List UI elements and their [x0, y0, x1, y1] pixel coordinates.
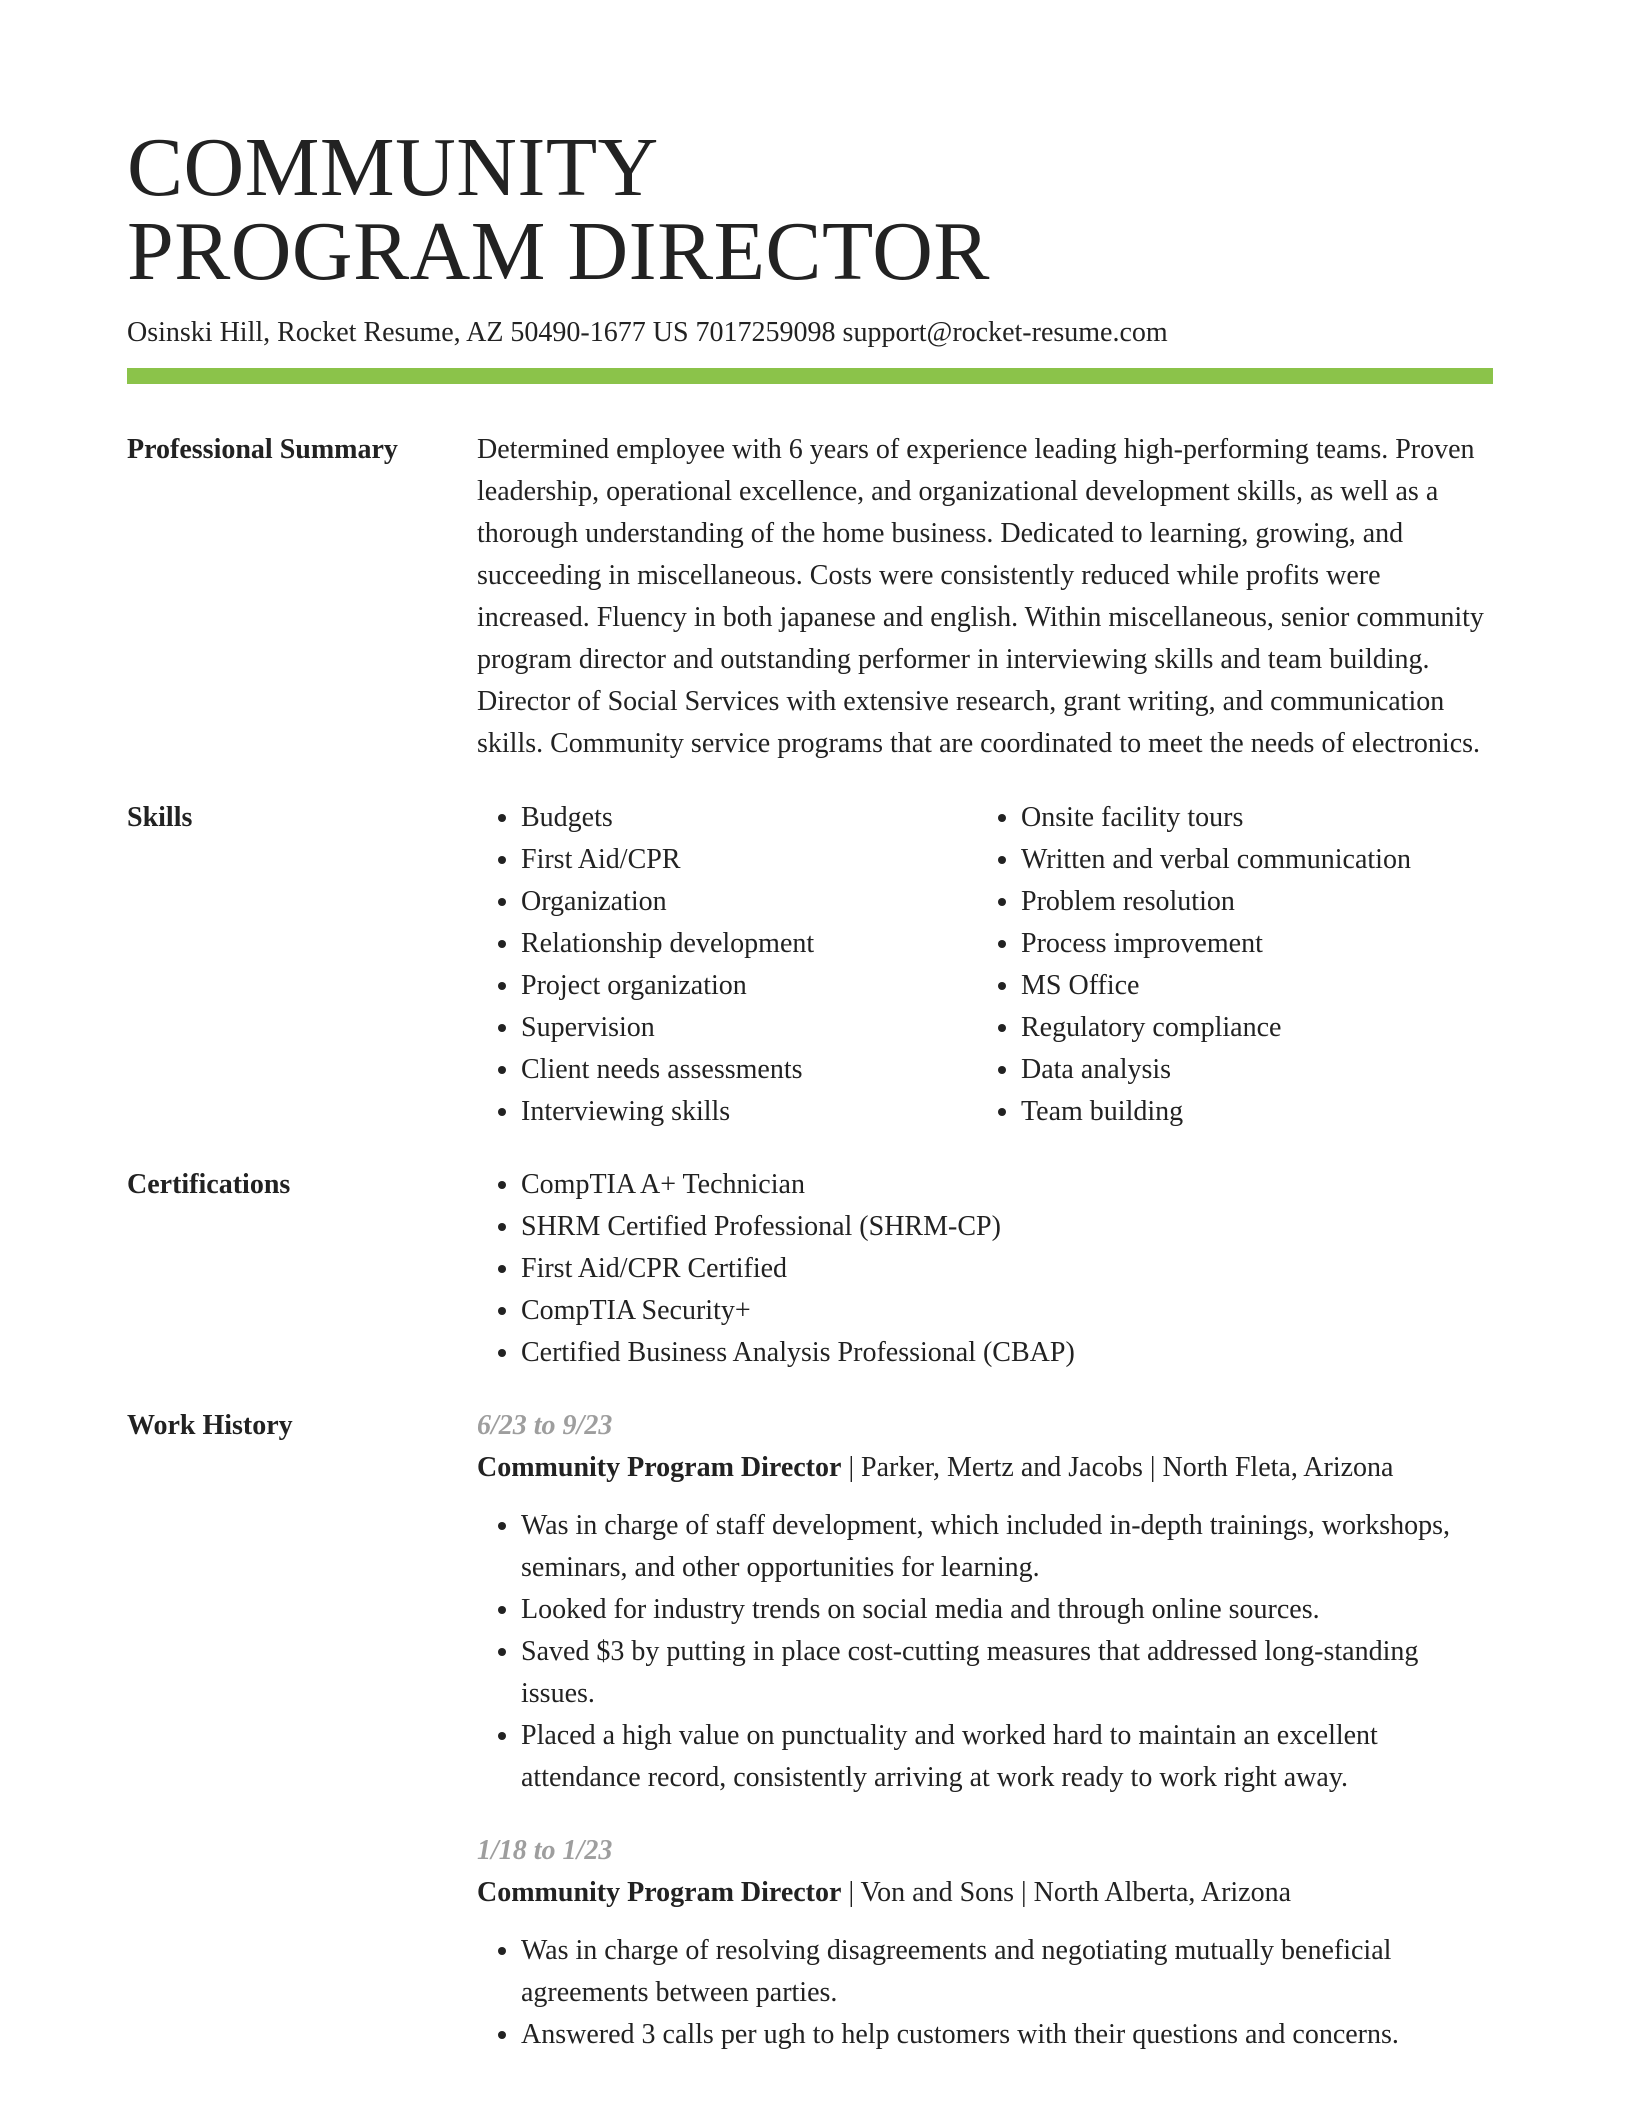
job-bullet: • Answered 3 calls per ugh to help customers with their questions and concerns. — [521, 2014, 1493, 2056]
skills-section — [127, 797, 1493, 1133]
skill-item: • Problem resolution — [1021, 881, 1521, 923]
summary-label: Professional Summary — [127, 434, 398, 465]
skill-item: • Written and verbal communication — [1021, 839, 1521, 881]
skill-item: • MS Office — [1021, 965, 1521, 1007]
job-bullet: • Looked for industry trends on social media and through online sources. — [521, 1589, 1493, 1631]
job-bullets — [477, 1930, 1493, 2056]
job-details: | Von and Sons | North Alberta, Arizona — [841, 1877, 1292, 1908]
skill-item: • Project organization — [521, 965, 977, 1007]
certification-item: • SHRM Certified Professional (SHRM-CP) — [521, 1206, 1493, 1248]
job-details: | Parker, Mertz and Jacobs | North Fleta, Arizona — [841, 1452, 1394, 1483]
skill-item: • Client needs assessments — [521, 1049, 977, 1091]
job-title: Community Program Director — [477, 1452, 842, 1483]
summary-text: Determined employee with 6 years of experience leading high-performing teams. Proven leadership, operational excellence, and organizational development skills, as well as a thorough understanding of the home business. Dedicated to learning, growing, and succeeding in miscellaneous. Costs were consistently reduced while profits were increased. Fluency in both japanese and english. Within miscellaneous, senior community program director and outstanding performer in interviewing skills and team building. Director of Social Services with extensive research, grant writing, and communication skills. Community service programs that are coordinated to meet the needs of electronics. — [477, 434, 1484, 759]
work-history-section — [127, 1405, 1493, 2056]
skills-list-right — [977, 797, 1521, 1133]
accent-divider — [127, 368, 1493, 384]
certification-item: • CompTIA Security+ — [521, 1290, 1493, 1332]
certification-item: • First Aid/CPR Certified — [521, 1248, 1493, 1290]
resume-title — [127, 0, 1493, 298]
certifications-label: Certifications — [127, 1169, 291, 1200]
skill-item: • Relationship development — [521, 923, 977, 965]
work-history-label: Work History — [127, 1410, 293, 1441]
contact-line: Osinski Hill, Rocket Resume, AZ 50490-1677 US 7017259098 support@rocket-resume.com — [127, 317, 1168, 348]
skill-item: • Data analysis — [1021, 1049, 1521, 1091]
skill-item: • Organization — [521, 881, 977, 923]
job-heading — [477, 1447, 1493, 1489]
certifications-list — [477, 1164, 1493, 1374]
certifications-body — [477, 1164, 1493, 1374]
skill-item: • Team building — [1021, 1091, 1521, 1133]
job-bullets — [477, 1505, 1493, 1799]
skill-item: • Onsite facility tours — [1021, 797, 1521, 839]
job-entry — [477, 1405, 1493, 1799]
certification-item: • CompTIA A+ Technician — [521, 1164, 1493, 1206]
skill-item: • Supervision — [521, 1007, 977, 1049]
job-bullet: • Saved $3 by putting in place cost-cutting measures that addressed long-standing issues. — [521, 1631, 1493, 1715]
job-bullet: • Was in charge of resolving disagreements and negotiating mutually beneficial agreements between parties. — [521, 1930, 1493, 2014]
title-line-1: COMMUNITY — [127, 121, 659, 214]
summary-section — [127, 429, 1493, 765]
job-dates: 1/18 to 1/23 — [477, 1835, 613, 1866]
job-entry — [477, 1830, 1493, 2056]
skill-item: • Budgets — [521, 797, 977, 839]
title-line-2: PROGRAM DIRECTOR — [127, 205, 990, 298]
skill-item: • First Aid/CPR — [521, 839, 977, 881]
job-dates: 6/23 to 9/23 — [477, 1410, 613, 1441]
skill-item: • Process improvement — [1021, 923, 1521, 965]
skills-label: Skills — [127, 802, 193, 833]
certification-item: • Certified Business Analysis Professional (CBAP) — [521, 1332, 1493, 1374]
skill-item: • Regulatory compliance — [1021, 1007, 1521, 1049]
job-bullet: • Placed a high value on punctuality and worked hard to maintain an excellent attendance record, consistently arriving at work ready to work right away. — [521, 1715, 1493, 1799]
work-history-body — [477, 1405, 1493, 2056]
certifications-section — [127, 1164, 1493, 1374]
job-title: Community Program Director — [477, 1877, 842, 1908]
skills-list-left — [477, 797, 977, 1133]
skills-columns — [477, 797, 1521, 1133]
job-heading — [477, 1872, 1493, 1914]
resume-page — [127, 0, 1493, 2056]
job-bullet: • Was in charge of staff development, which included in-depth trainings, workshops, seminars, and other opportunities for learning. — [521, 1505, 1493, 1589]
skill-item: • Interviewing skills — [521, 1091, 977, 1133]
